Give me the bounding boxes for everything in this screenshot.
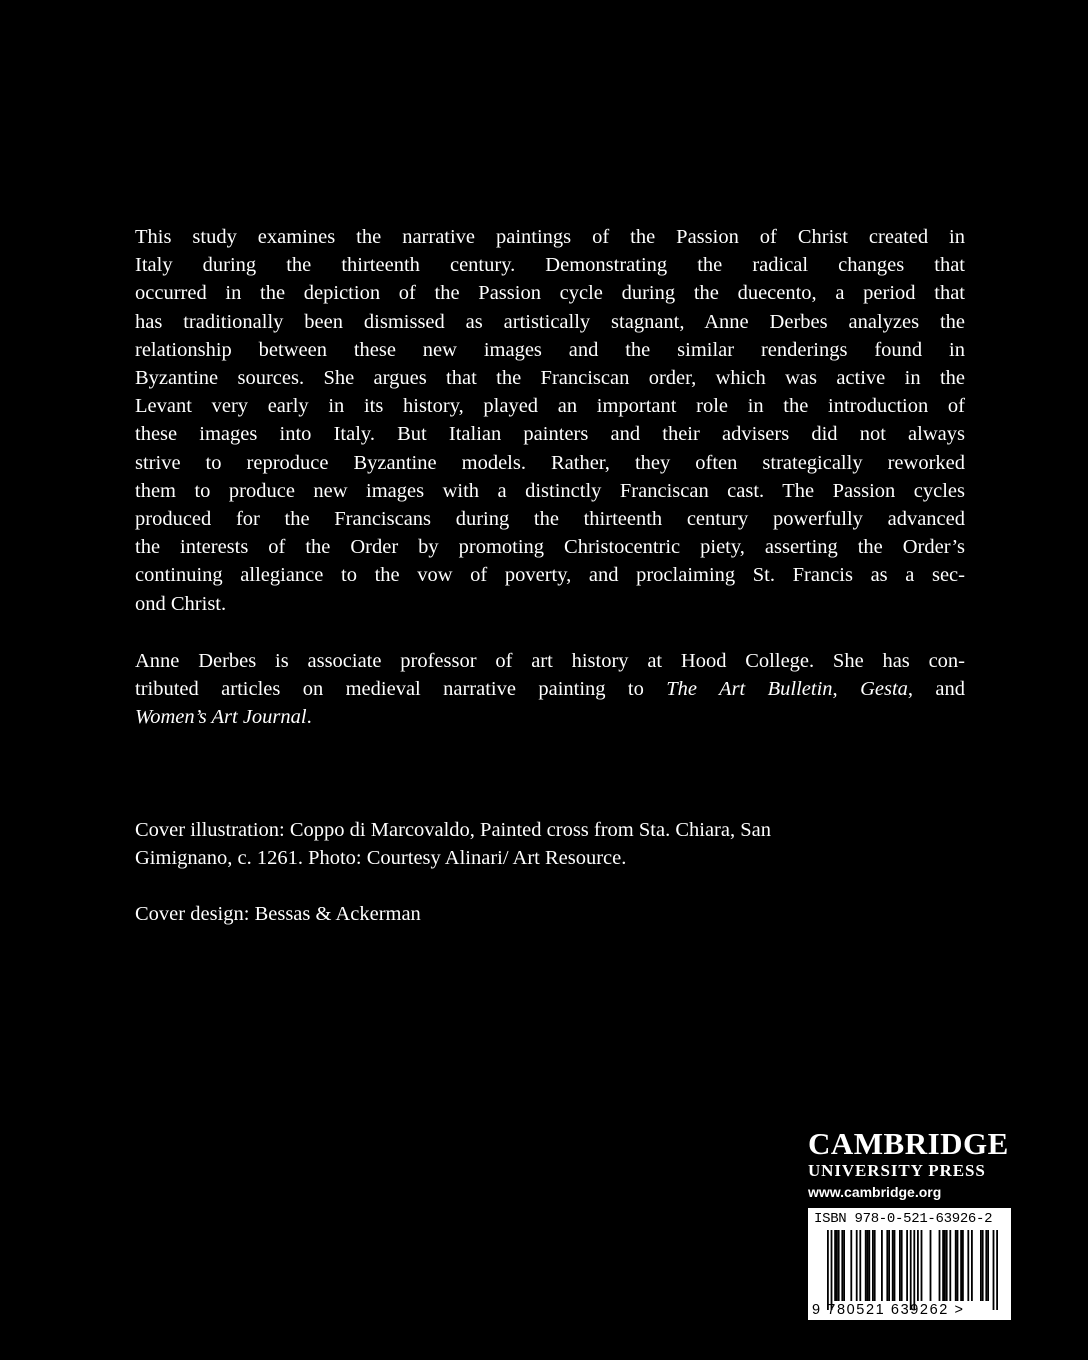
- barcode-bar: [834, 1230, 836, 1301]
- blurb-line: produced for the Franciscans during the thirteenth century powerfully advanced: [135, 508, 965, 531]
- barcode-bar: [886, 1230, 888, 1301]
- barcode-bar: [980, 1230, 982, 1301]
- barcode-bar: [996, 1230, 998, 1310]
- blurb-line: strive to reproduce Byzantine models. Rather, they often strategically reworked: [135, 451, 965, 474]
- barcode-bar: [881, 1230, 883, 1301]
- barcode-bar: [867, 1230, 869, 1301]
- barcode-bar: [971, 1230, 973, 1301]
- cover-design-credit: [135, 900, 965, 928]
- barcode-bar: [831, 1230, 833, 1310]
- blurb-line: has traditionally been dismissed as artistically stagnant, Anne Derbes analyzes the: [135, 310, 965, 333]
- credit-line: Gimignano, c. 1261. Photo: Courtesy Alinari/ Art Resource.: [135, 847, 627, 870]
- isbn-label: ISBN 978-0-521-63926-2: [814, 1211, 993, 1227]
- blurb-line: Italy during the thirteenth century. Demonstrating the radical changes that: [135, 254, 965, 277]
- bio-separator: ,: [832, 678, 861, 701]
- barcode-bar: [888, 1230, 890, 1301]
- barcode-bar: [967, 1230, 969, 1301]
- bio-end: .: [306, 706, 312, 729]
- ean-digits: 9 780521 639262 >: [812, 1302, 965, 1318]
- isbn-barcode: [808, 1208, 1011, 1320]
- bio-line: [135, 703, 965, 731]
- journal-title: The Art Bulletin: [666, 678, 833, 701]
- bio-separator: , and: [907, 678, 966, 701]
- barcode-bar: [987, 1230, 989, 1301]
- design-line: Cover design: Bessas & Ackerman: [135, 903, 421, 925]
- barcode-bar: [843, 1230, 845, 1301]
- barcode-bar: [930, 1230, 932, 1301]
- barcode-bar: [946, 1230, 948, 1301]
- cover-illustration-credit: [135, 816, 965, 872]
- barcode-bar: [982, 1230, 984, 1301]
- barcode-bar: [838, 1230, 840, 1301]
- barcode-bar: [901, 1230, 903, 1301]
- barcode-bar: [942, 1230, 944, 1301]
- bio-line: Anne Derbes is associate professor of art history at Hood College. She has con-: [135, 650, 965, 672]
- barcode-bar: [955, 1230, 957, 1301]
- blurb-line: relationship between these new images and the similar renderings found in: [135, 338, 965, 361]
- barcode-bar: [872, 1230, 874, 1301]
- barcode-bar: [874, 1230, 876, 1301]
- barcode-bar: [894, 1230, 896, 1301]
- credit-line: Cover illustration: Coppo di Marcovaldo, Painted cross from Sta. Chiara, San: [135, 819, 771, 841]
- barcode-bar: [913, 1230, 915, 1310]
- barcode-bar: [985, 1230, 987, 1301]
- blurb-line: them to produce new images with a distinctly Franciscan cast. The Passion cycles: [135, 479, 965, 502]
- blurb-line: This study examines the narrative paintings of the Passion of Christ created in: [135, 226, 965, 248]
- barcode-bar: [892, 1230, 894, 1301]
- publisher-subtitle: UNIVERSITY PRESS: [808, 1161, 986, 1180]
- barcode-bar: [944, 1230, 946, 1301]
- blurb-line: occurred in the depiction of the Passion cycle during the duecento, a period that: [135, 282, 965, 305]
- blurb-line: the interests of the Order by promoting Christocentric piety, asserting the Order’s: [135, 536, 965, 559]
- bio-line: [135, 675, 965, 703]
- barcode-bar: [850, 1230, 852, 1301]
- bio-text: tributed articles on medieval narrative painting to: [135, 678, 667, 701]
- publisher-logo: [808, 1127, 1014, 1201]
- blurb-line: these images into Italy. But Italian painters and their advisers did not always: [135, 423, 965, 446]
- journal-title: Gesta: [860, 678, 908, 701]
- barcode-bar: [962, 1230, 964, 1301]
- barcode-bar: [939, 1230, 941, 1301]
- barcode-bar: [917, 1230, 919, 1301]
- author-bio-paragraph: [135, 647, 965, 732]
- publisher-url: www.cambridge.org: [808, 1184, 942, 1200]
- barcode-bar: [865, 1230, 867, 1301]
- barcode-bar: [859, 1230, 861, 1301]
- barcode-bar: [921, 1230, 923, 1301]
- barcode-bar: [868, 1230, 870, 1301]
- journal-title: Women’s Art Journal: [135, 706, 307, 729]
- barcode-bar: [899, 1230, 901, 1301]
- barcode-bar: [856, 1230, 858, 1301]
- barcode-bar: [841, 1230, 843, 1301]
- blurb-line: Byzantine sources. She argues that the Franciscan order, which was active in the: [135, 367, 965, 390]
- barcode-bar: [993, 1230, 995, 1310]
- blurb-line: ond Christ.: [135, 592, 227, 615]
- publisher-name: CAMBRIDGE: [808, 1126, 1009, 1161]
- blurb-line: Levant very early in its history, played an important role in the introduction of: [135, 395, 965, 418]
- barcode-bar: [910, 1230, 912, 1310]
- barcode-bar: [827, 1230, 829, 1310]
- blurb-line: continuing allegiance to the vow of poverty, and proclaiming St. Francis as a sec-: [135, 564, 965, 587]
- barcode-bar: [836, 1230, 838, 1301]
- blurb-paragraph: [135, 223, 965, 618]
- barcode-bar: [960, 1230, 962, 1301]
- barcode-bar: [949, 1230, 951, 1301]
- barcode-bar: [957, 1230, 959, 1301]
- barcode-bar: [906, 1230, 908, 1301]
